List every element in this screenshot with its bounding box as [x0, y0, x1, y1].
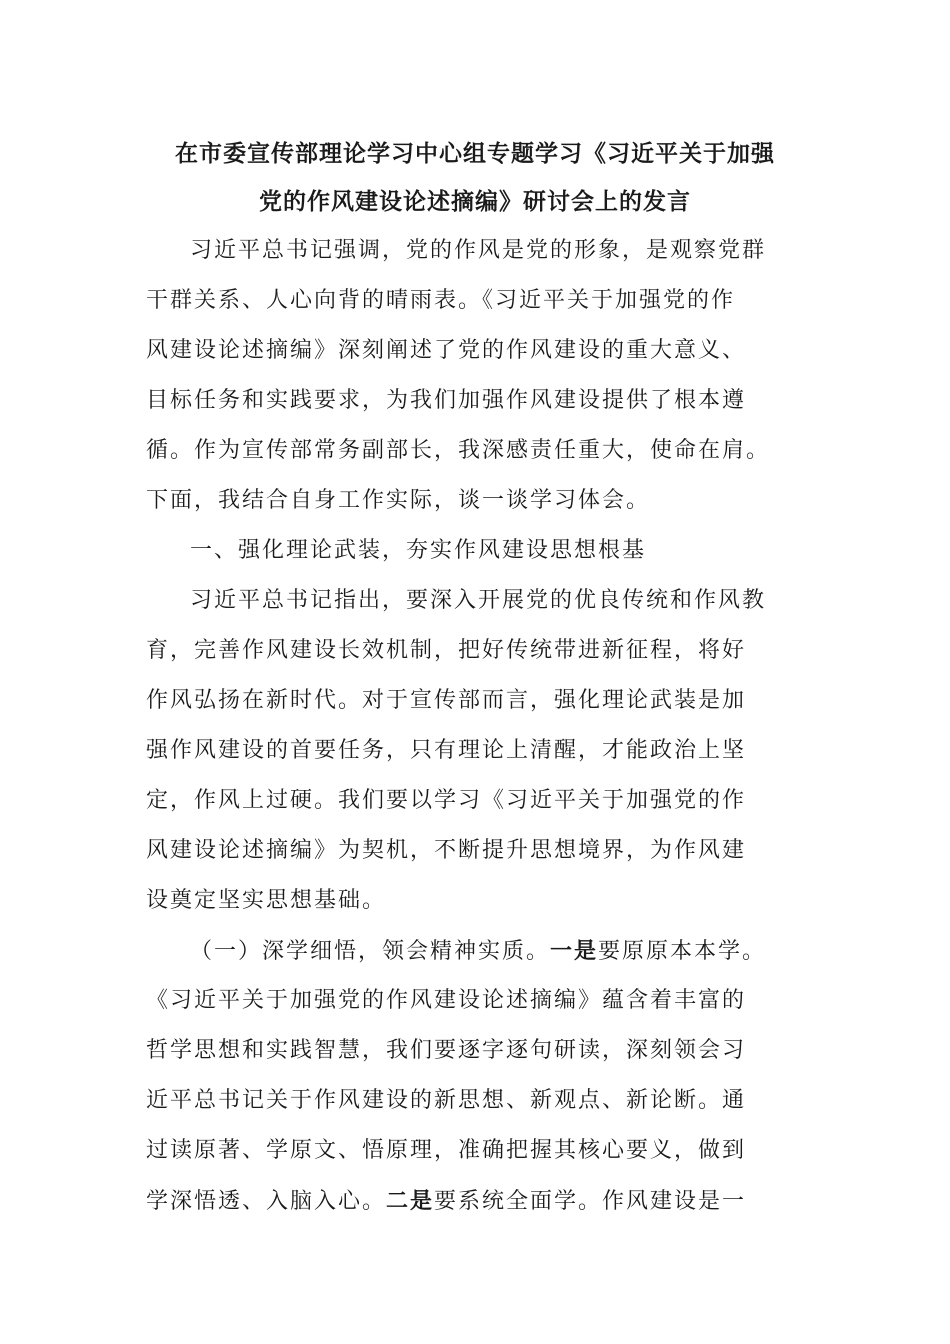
- paragraph-line: 作风弘扬在新时代。对于宣传部而言，强化理论武装是加: [146, 688, 747, 713]
- paragraph-line: 习近平总书记强调，党的作风是党的形象，是观察党群: [190, 238, 767, 263]
- paragraph-line: 风建设论述摘编》深刻阐述了党的作风建设的重大意义、: [146, 338, 747, 363]
- document-title-line-1: 在市委宣传部理论学习中心组专题学习《习近平关于加强: [175, 140, 775, 167]
- first-point-marker: 一是: [550, 938, 599, 964]
- paragraph-line: 习近平总书记指出，要深入开展党的优良传统和作风教: [190, 588, 767, 613]
- paragraph-text: 要系统全面学。作风建设是一: [434, 1189, 747, 1214]
- paragraph-line: 定，作风上过硬。我们要以学习《习近平关于加强党的作: [146, 788, 747, 813]
- paragraph-line: 《习近平关于加强党的作风建设论述摘编》蕴含着丰富的: [146, 988, 747, 1013]
- subsection-line: [190, 926, 766, 976]
- paragraph-line: 风建设论述摘编》为契机，不断提升思想境界，为作风建: [146, 838, 747, 863]
- section-heading: 一、强化理论武装，夯实作风建设思想根基: [190, 538, 647, 563]
- subsection-heading: （一）深学细悟，领会精神实质。: [190, 939, 551, 964]
- paragraph-line: 近平总书记关于作风建设的新思想、新观点、新论断。通: [146, 1088, 747, 1113]
- paragraph-line: 设奠定坚实思想基础。: [146, 888, 387, 913]
- paragraph-line: 强作风建设的首要任务，只有理论上清醒，才能政治上坚: [146, 738, 747, 763]
- paragraph-line: 哲学思想和实践智慧，我们要逐字逐句研读，深刻领会习: [146, 1038, 747, 1063]
- paragraph-line: 干群关系、人心向背的晴雨表。《习近平关于加强党的作: [146, 288, 736, 313]
- paragraph-line: 下面，我结合自身工作实际，谈一谈学习体会。: [146, 488, 651, 513]
- paragraph-line: [146, 1176, 746, 1226]
- paragraph-line: 育，完善作风建设长效机制，把好传统带进新征程，将好: [146, 638, 747, 663]
- paragraph-line: 过读原著、学原文、悟原理，准确把握其核心要义，做到: [146, 1138, 747, 1163]
- paragraph-line: 目标任务和实践要求，为我们加强作风建设提供了根本遵: [146, 388, 747, 413]
- second-point-marker: 二是: [386, 1188, 435, 1214]
- document-title-line-2: 党的作风建设论述摘编》研讨会上的发言: [259, 188, 691, 215]
- subsection-text: 要原原本本学。: [598, 939, 767, 964]
- paragraph-text: 学深悟透、入脑入心。: [146, 1189, 387, 1214]
- paragraph-line: 循。作为宣传部常务副部长，我深感责任重大，使命在肩。: [146, 438, 771, 463]
